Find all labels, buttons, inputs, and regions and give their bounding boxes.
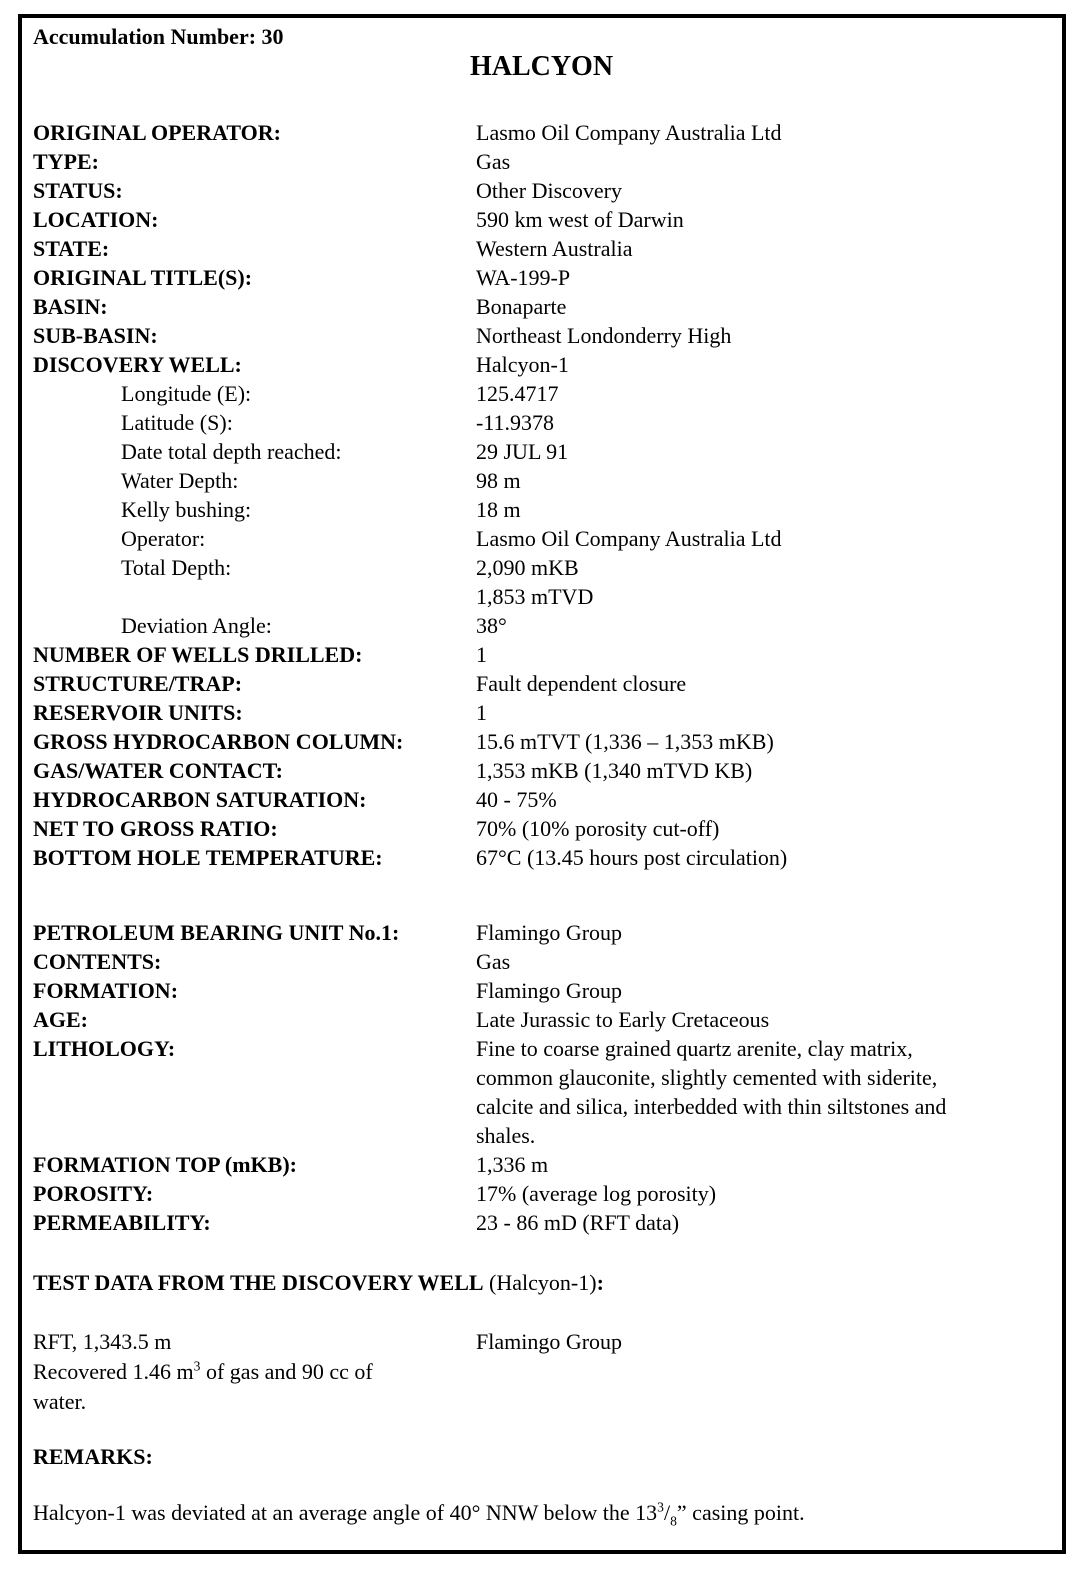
field-value: Gas (476, 949, 511, 974)
test-entry-unit: Flamingo Group (476, 1329, 623, 1354)
field-row (33, 918, 1050, 947)
field-label: PETROLEUM BEARING UNIT No.1: (33, 920, 400, 945)
field-label: AGE: (33, 1007, 88, 1032)
field-row (33, 147, 1050, 176)
field-label: PERMEABILITY: (33, 1210, 211, 1235)
test-recovered-post: of gas and 90 cc of (200, 1359, 373, 1384)
field-label: HYDROCARBON SATURATION: (33, 787, 367, 812)
field-row (33, 379, 1050, 408)
spacer (33, 1417, 1050, 1442)
remarks-text-pre: Halcyon-1 was deviated at an average angle of 40° NNW below the 13 (33, 1500, 658, 1525)
field-label: STATE: (33, 236, 110, 261)
field-value: Gas (476, 149, 511, 174)
remarks-paragraph (33, 1498, 1050, 1528)
field-label: Deviation Angle: (121, 613, 272, 638)
field-label: NET TO GROSS RATIO: (33, 816, 278, 841)
spacer (33, 82, 1050, 118)
field-label: Total Depth: (121, 555, 232, 580)
field-row (33, 1179, 1050, 1208)
field-value: Fault dependent closure (476, 671, 687, 696)
remarks-text-post: ” casing point. (676, 1500, 805, 1525)
field-value: Late Jurassic to Early Cretaceous (476, 1007, 770, 1032)
field-value: 1 (476, 700, 487, 725)
test-recovered-line (33, 1357, 476, 1387)
spacer (33, 1471, 1050, 1498)
test-entry (33, 1327, 1050, 1417)
field-value: Flamingo Group (476, 920, 623, 945)
field-row (33, 495, 1050, 524)
field-row (33, 785, 1050, 814)
field-label (33, 1121, 476, 1150)
remarks-fraction-slash: / (663, 1500, 671, 1525)
spacer (33, 872, 1050, 918)
field-row (33, 176, 1050, 205)
test-recovered-tail: water. (33, 1389, 87, 1414)
field-value: Flamingo Group (476, 978, 623, 1003)
field-row (33, 118, 1050, 147)
field-row (33, 611, 1050, 640)
field-label: Longitude (E): (121, 381, 252, 406)
field-value: Lasmo Oil Company Australia Ltd (476, 120, 782, 145)
field-label: STRUCTURE/TRAP: (33, 671, 243, 696)
spacer (33, 1237, 1050, 1268)
field-row (33, 205, 1050, 234)
field-label: GROSS HYDROCARBON COLUMN: (33, 729, 404, 754)
field-value: 1,336 m (476, 1152, 549, 1177)
field-value: 2,090 mKB (476, 555, 579, 580)
field-label: Operator: (121, 526, 206, 551)
field-row (33, 640, 1050, 669)
test-data-heading-colon: : (596, 1270, 604, 1295)
field-label: Date total depth reached: (121, 439, 342, 464)
field-label: ORIGINAL TITLE(S): (33, 265, 253, 290)
test-recovered-sup: 3 (193, 1358, 201, 1374)
field-value: 18 m (476, 497, 521, 522)
test-data-heading-bold: TEST DATA FROM THE DISCOVERY WELL (33, 1270, 484, 1295)
field-label (33, 1063, 476, 1092)
field-row (33, 1063, 1050, 1092)
field-row (33, 669, 1050, 698)
field-row (33, 1092, 1050, 1121)
field-label: POROSITY: (33, 1181, 154, 1206)
field-value: Other Discovery (476, 178, 623, 203)
test-data-heading (33, 1268, 1050, 1297)
field-row (33, 1150, 1050, 1179)
field-row (33, 814, 1050, 843)
field-value: WA-199-P (476, 265, 571, 290)
field-label: BASIN: (33, 294, 108, 319)
field-label: RESERVOIR UNITS: (33, 700, 243, 725)
field-label: NUMBER OF WELLS DRILLED: (33, 642, 363, 667)
field-row (33, 553, 1050, 582)
field-label: DISCOVERY WELL: (33, 352, 242, 377)
field-row (33, 1208, 1050, 1237)
field-label: TYPE: (33, 149, 99, 174)
field-row (33, 1005, 1050, 1034)
remarks-fraction-denominator: 8 (670, 1513, 677, 1529)
test-rft-line: RFT, 1,343.5 m (33, 1329, 172, 1354)
field-label: STATUS: (33, 178, 123, 203)
remarks-heading: REMARKS: (33, 1444, 153, 1469)
field-value: 1,353 mKB (1,340 mTVD KB) (476, 758, 753, 783)
field-value: 23 - 86 mD (RFT data) (476, 1210, 680, 1235)
test-data-heading-note: (Halcyon-1) (483, 1270, 597, 1295)
field-row (33, 408, 1050, 437)
field-value: shales. (476, 1123, 536, 1148)
field-row (33, 292, 1050, 321)
field-value: 40 - 75% (476, 787, 557, 812)
field-value: 29 JUL 91 (476, 439, 569, 464)
test-entry-details (33, 1327, 476, 1417)
page-title: HALCYON (469, 51, 614, 82)
test-recovered-pre: Recovered 1.46 m (33, 1359, 194, 1384)
field-row (33, 698, 1050, 727)
field-row (33, 524, 1050, 553)
field-row (33, 466, 1050, 495)
field-value: -11.9378 (476, 410, 555, 435)
field-label: Water Depth: (121, 468, 239, 493)
main-fields-section (33, 118, 1050, 872)
field-label: ORIGINAL OPERATOR: (33, 120, 281, 145)
field-value: 15.6 mTVT (1,336 – 1,353 mKB) (476, 729, 774, 754)
field-row (33, 321, 1050, 350)
field-label: BOTTOM HOLE TEMPERATURE: (33, 845, 383, 870)
field-value: Fine to coarse grained quartz arenite, clay matrix, (476, 1036, 913, 1061)
field-value: 38° (476, 613, 507, 638)
field-row (33, 727, 1050, 756)
field-label: FORMATION: (33, 978, 179, 1003)
field-label: SUB-BASIN: (33, 323, 158, 348)
field-value: Northeast Londonderry High (476, 323, 732, 348)
petroleum-unit-section (33, 918, 1050, 1237)
field-label: Kelly bushing: (121, 497, 252, 522)
field-value: 1,853 mTVD (476, 584, 594, 609)
field-row (33, 582, 1050, 611)
field-row (33, 976, 1050, 1005)
field-row (33, 234, 1050, 263)
document-frame (18, 14, 1066, 1554)
field-label: LITHOLOGY: (33, 1036, 176, 1061)
field-label: GAS/WATER CONTACT: (33, 758, 283, 783)
field-row (33, 350, 1050, 379)
field-value: 67°C (13.45 hours post circulation) (476, 845, 788, 870)
field-label: CONTENTS: (33, 949, 162, 974)
field-value: Lasmo Oil Company Australia Ltd (476, 526, 782, 551)
field-label: Latitude (S): (121, 410, 233, 435)
field-row (33, 756, 1050, 785)
field-value: 125.4717 (476, 381, 559, 406)
accumulation-number: 30 (261, 24, 284, 49)
field-row (33, 947, 1050, 976)
remarks-fraction-numerator: 3 (657, 1499, 664, 1515)
field-value: common glauconite, slightly cemented with siderite, (476, 1065, 938, 1090)
field-label: LOCATION: (33, 207, 159, 232)
field-value: Halcyon-1 (476, 352, 569, 377)
field-value: 1 (476, 642, 487, 667)
spacer (33, 1297, 1050, 1327)
field-value: 590 km west of Darwin (476, 207, 684, 232)
field-value: calcite and silica, interbedded with thin siltstones and (476, 1094, 947, 1119)
field-row (33, 437, 1050, 466)
field-label (33, 582, 476, 611)
field-row (33, 1034, 1050, 1063)
field-label: FORMATION TOP (mKB): (33, 1152, 297, 1177)
field-value: 70% (10% porosity cut-off) (476, 816, 720, 841)
field-row (33, 843, 1050, 872)
field-value: Western Australia (476, 236, 633, 261)
field-value: 98 m (476, 468, 521, 493)
accumulation-label: Accumulation Number: (33, 24, 257, 49)
field-label (33, 1092, 476, 1121)
field-row (33, 1121, 1050, 1150)
accumulation-number-line (33, 22, 1050, 52)
field-value: Bonaparte (476, 294, 567, 319)
field-row (33, 263, 1050, 292)
field-value: 17% (average log porosity) (476, 1181, 717, 1206)
